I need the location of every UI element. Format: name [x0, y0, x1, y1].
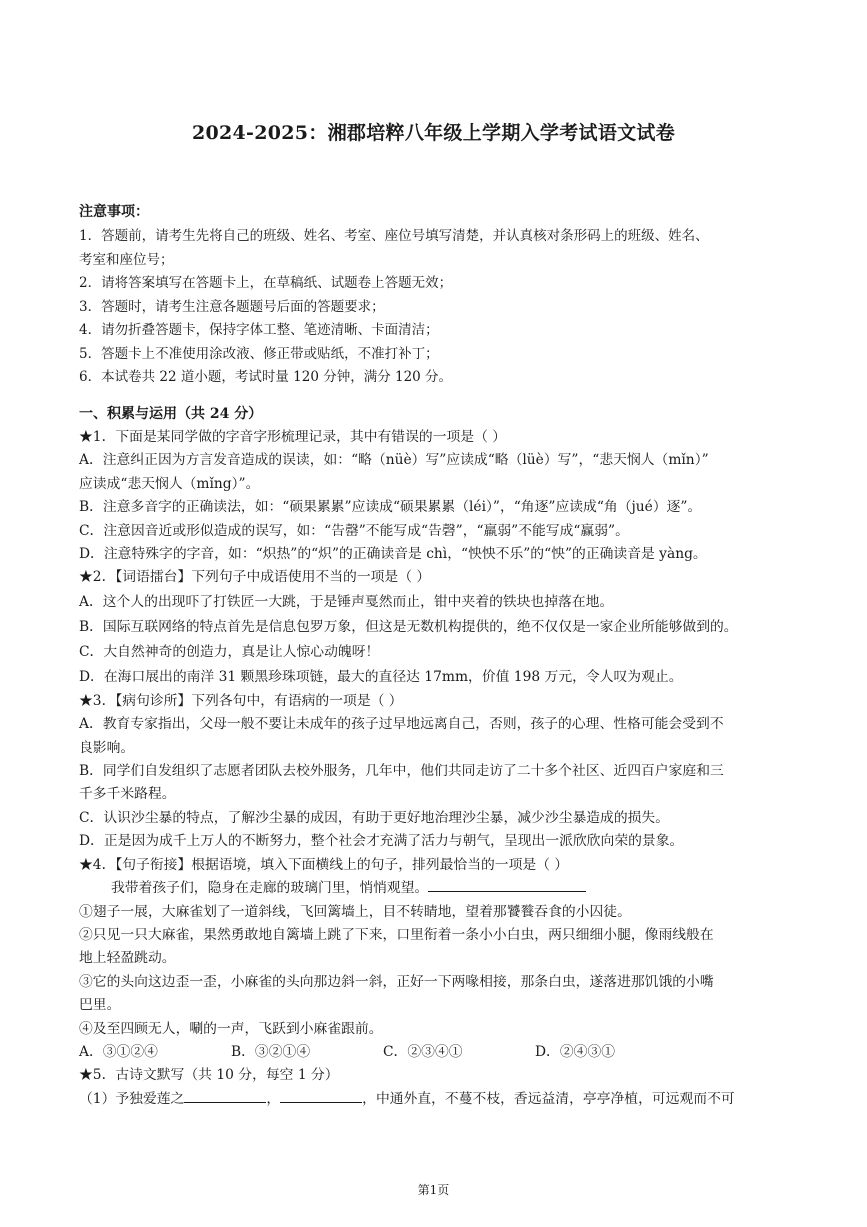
section-heading: 一、积累与运用（共 24 分）	[79, 406, 263, 422]
question-4-sentence-3-cont: 巴里。	[79, 997, 121, 1014]
question-4-sentence-4: ④及至四顾无人，唰的一声，飞跃到小麻雀跟前。	[79, 1020, 383, 1037]
page-number: 第1页	[417, 1183, 450, 1197]
question-4-option-a: A．③①②④	[79, 1043, 158, 1060]
question-1-option-d: D．注意特殊字的字音，如：“炽热”的“炽”的正确读音是 chì，“怏怏不乐”的“怏”的正确读音是 yàng。	[79, 546, 707, 563]
question-4-sentence-2-cont: 地上轻盈跳动。	[79, 950, 176, 967]
question-3-option-c: C．认识沙尘暴的特点，了解沙尘暴的成因，有助于更好地治理沙尘暴，减少沙尘暴造成的损失。	[79, 809, 670, 826]
notice-heading: 注意事项：	[79, 204, 149, 220]
question-4-option-b: B．③②①④	[231, 1043, 311, 1060]
notice-item: 4．请勿折叠答题卡，保持字体工整、笔迹清晰、卡面清洁；	[79, 322, 439, 338]
notice-item: 2．请将答案填写在答题卡上，在草稿纸、试题卷上答题无效；	[79, 275, 453, 291]
question-1-option-c: C．注意因音近或形似造成的误写，如：“告罄”不能写成“告磬”，“羸弱”不能写成“赢弱”。	[79, 522, 629, 539]
answer-blank[interactable]	[184, 1088, 266, 1103]
question-4-option-c: C．②③④①	[383, 1043, 463, 1060]
question-4-context-text: 我带着孩子们，隐身在走廊的玻璃门里，悄悄观望。	[111, 880, 429, 897]
question-1-option-b: B．注意多音字的正确读法，如：“硕果累累”应读成“硕果累累（léi）”，“角逐”应读成“角（jué）逐”。	[79, 499, 702, 516]
question-3-option-b: B．同学们自发组织了志愿者团队去校外服务，几年中，他们共同走访了二十多个社区、近四百户家庭和三	[79, 763, 724, 780]
question-4-options	[79, 1041, 791, 1064]
question-1-option-a-cont: 应读成“悲天悯人（mǐng）”。	[79, 475, 260, 492]
question-5-part-1-prefix: （1）予独爱莲之	[79, 1090, 185, 1107]
question-4-sentence-3: ③它的头向这边歪一歪，小麻雀的头向那边斜一斜，正好一下两喙相接，那条白虫，遂落进那饥饿的小嘴	[79, 973, 714, 990]
question-5-part-1-mid: ，	[266, 1090, 281, 1107]
question-1-stem: ★1．下面是某同学做的字音字形梳理记录，其中有错误的一项是（ ）	[79, 429, 507, 445]
notice-item: 考室和座位号；	[79, 251, 174, 268]
question-2-option-c: C．大自然神奇的创造力，真是让人惊心动魄呀！	[79, 643, 380, 660]
answer-blank[interactable]	[428, 877, 586, 892]
question-4-sentence-2: ②只见一只大麻雀，果然勇敢地自篱墙上跳了下来，口里衔着一条小小白虫，两只细细小腿，像雨线般在	[79, 926, 714, 943]
question-3-option-a: A．教育专家指出，父母一般不要让未成年的孩子过早地远离自己，否则，孩子的心理、性格可能会受到不	[79, 716, 724, 733]
question-3-stem: ★3．【病句诊所】下列各句中，有语病的一项是（ ）	[79, 692, 403, 709]
question-1-option-a: A．注意纠正因为方言发音造成的误读，如：“略（nüè）写”应读成“略（lüè）写”，“悲天悯人（mǐn）”	[79, 452, 709, 469]
notice-item: 5．答题卡上不准使用涂改液、修正带或贴纸，不准打补丁；	[79, 345, 439, 362]
question-2-option-d: D．在海口展出的南洋 31 颗黑珍珠项链，最大的直径达 17mm，价值 198 万元，令人叹为观止。	[79, 668, 683, 685]
notice-item: 1．答题前，请考生先将自己的班级、姓名、考室、座位号填写清楚，并认真核对条形码上的班级、姓名、	[79, 228, 709, 244]
question-2-option-b: B．国际互联网络的特点首先是信息包罗万象，但这是无数机构提供的，绝不仅仅是一家企业所能够做到的。	[79, 618, 738, 635]
question-5-stem: ★5．古诗文默写（共 10 分，每空 1 分）	[79, 1067, 339, 1084]
notice-list	[79, 225, 791, 390]
question-3-option-b-cont: 千多千米路程。	[79, 786, 176, 803]
question-2-option-a: A．这个人的出现吓了打铁匠一大跳，于是锤声戛然而止，钳中夹着的铁块也掉落在地。	[79, 593, 614, 610]
question-4-option-d: D．②④③①	[535, 1043, 616, 1060]
question-3-option-a-cont: 良影响。	[79, 739, 135, 756]
question-2-stem: ★2．【词语擂台】下列句子中成语使用不当的一项是（ ）	[79, 569, 431, 586]
question-3-option-d: D．正是因为成千上万人的不断努力，整个社会才充满了活力与朝气，呈现出一派欣欣向荣的景象。	[79, 833, 684, 850]
answer-blank[interactable]	[280, 1088, 362, 1103]
question-5-part-1	[79, 1088, 791, 1111]
notice-item: 6．本试卷共 22 道小题，考试时量 120 分钟，满分 120 分。	[79, 369, 453, 385]
question-4-context	[79, 877, 791, 900]
question-5-part-1-suffix: ，中通外直，不蔓不枝，香远益清，亭亭净植，可远观而不可	[362, 1090, 735, 1107]
page-title: 2024-2025：湘郡培粹八年级上学期入学考试语文试卷	[191, 122, 676, 144]
question-4-sentence-1: ①翅子一展，大麻雀划了一道斜线，飞回篱墙上，目不转睛地，望着那饕餮吞食的小囚徒。	[79, 903, 631, 920]
question-list	[79, 426, 791, 1111]
question-4-stem: ★4．【句子衔接】根据语境，填入下面横线上的句子，排列最恰当的一项是（ ）	[79, 856, 569, 873]
notice-item: 3．答题时，请考生注意各题题号后面的答题要求；	[79, 298, 385, 315]
